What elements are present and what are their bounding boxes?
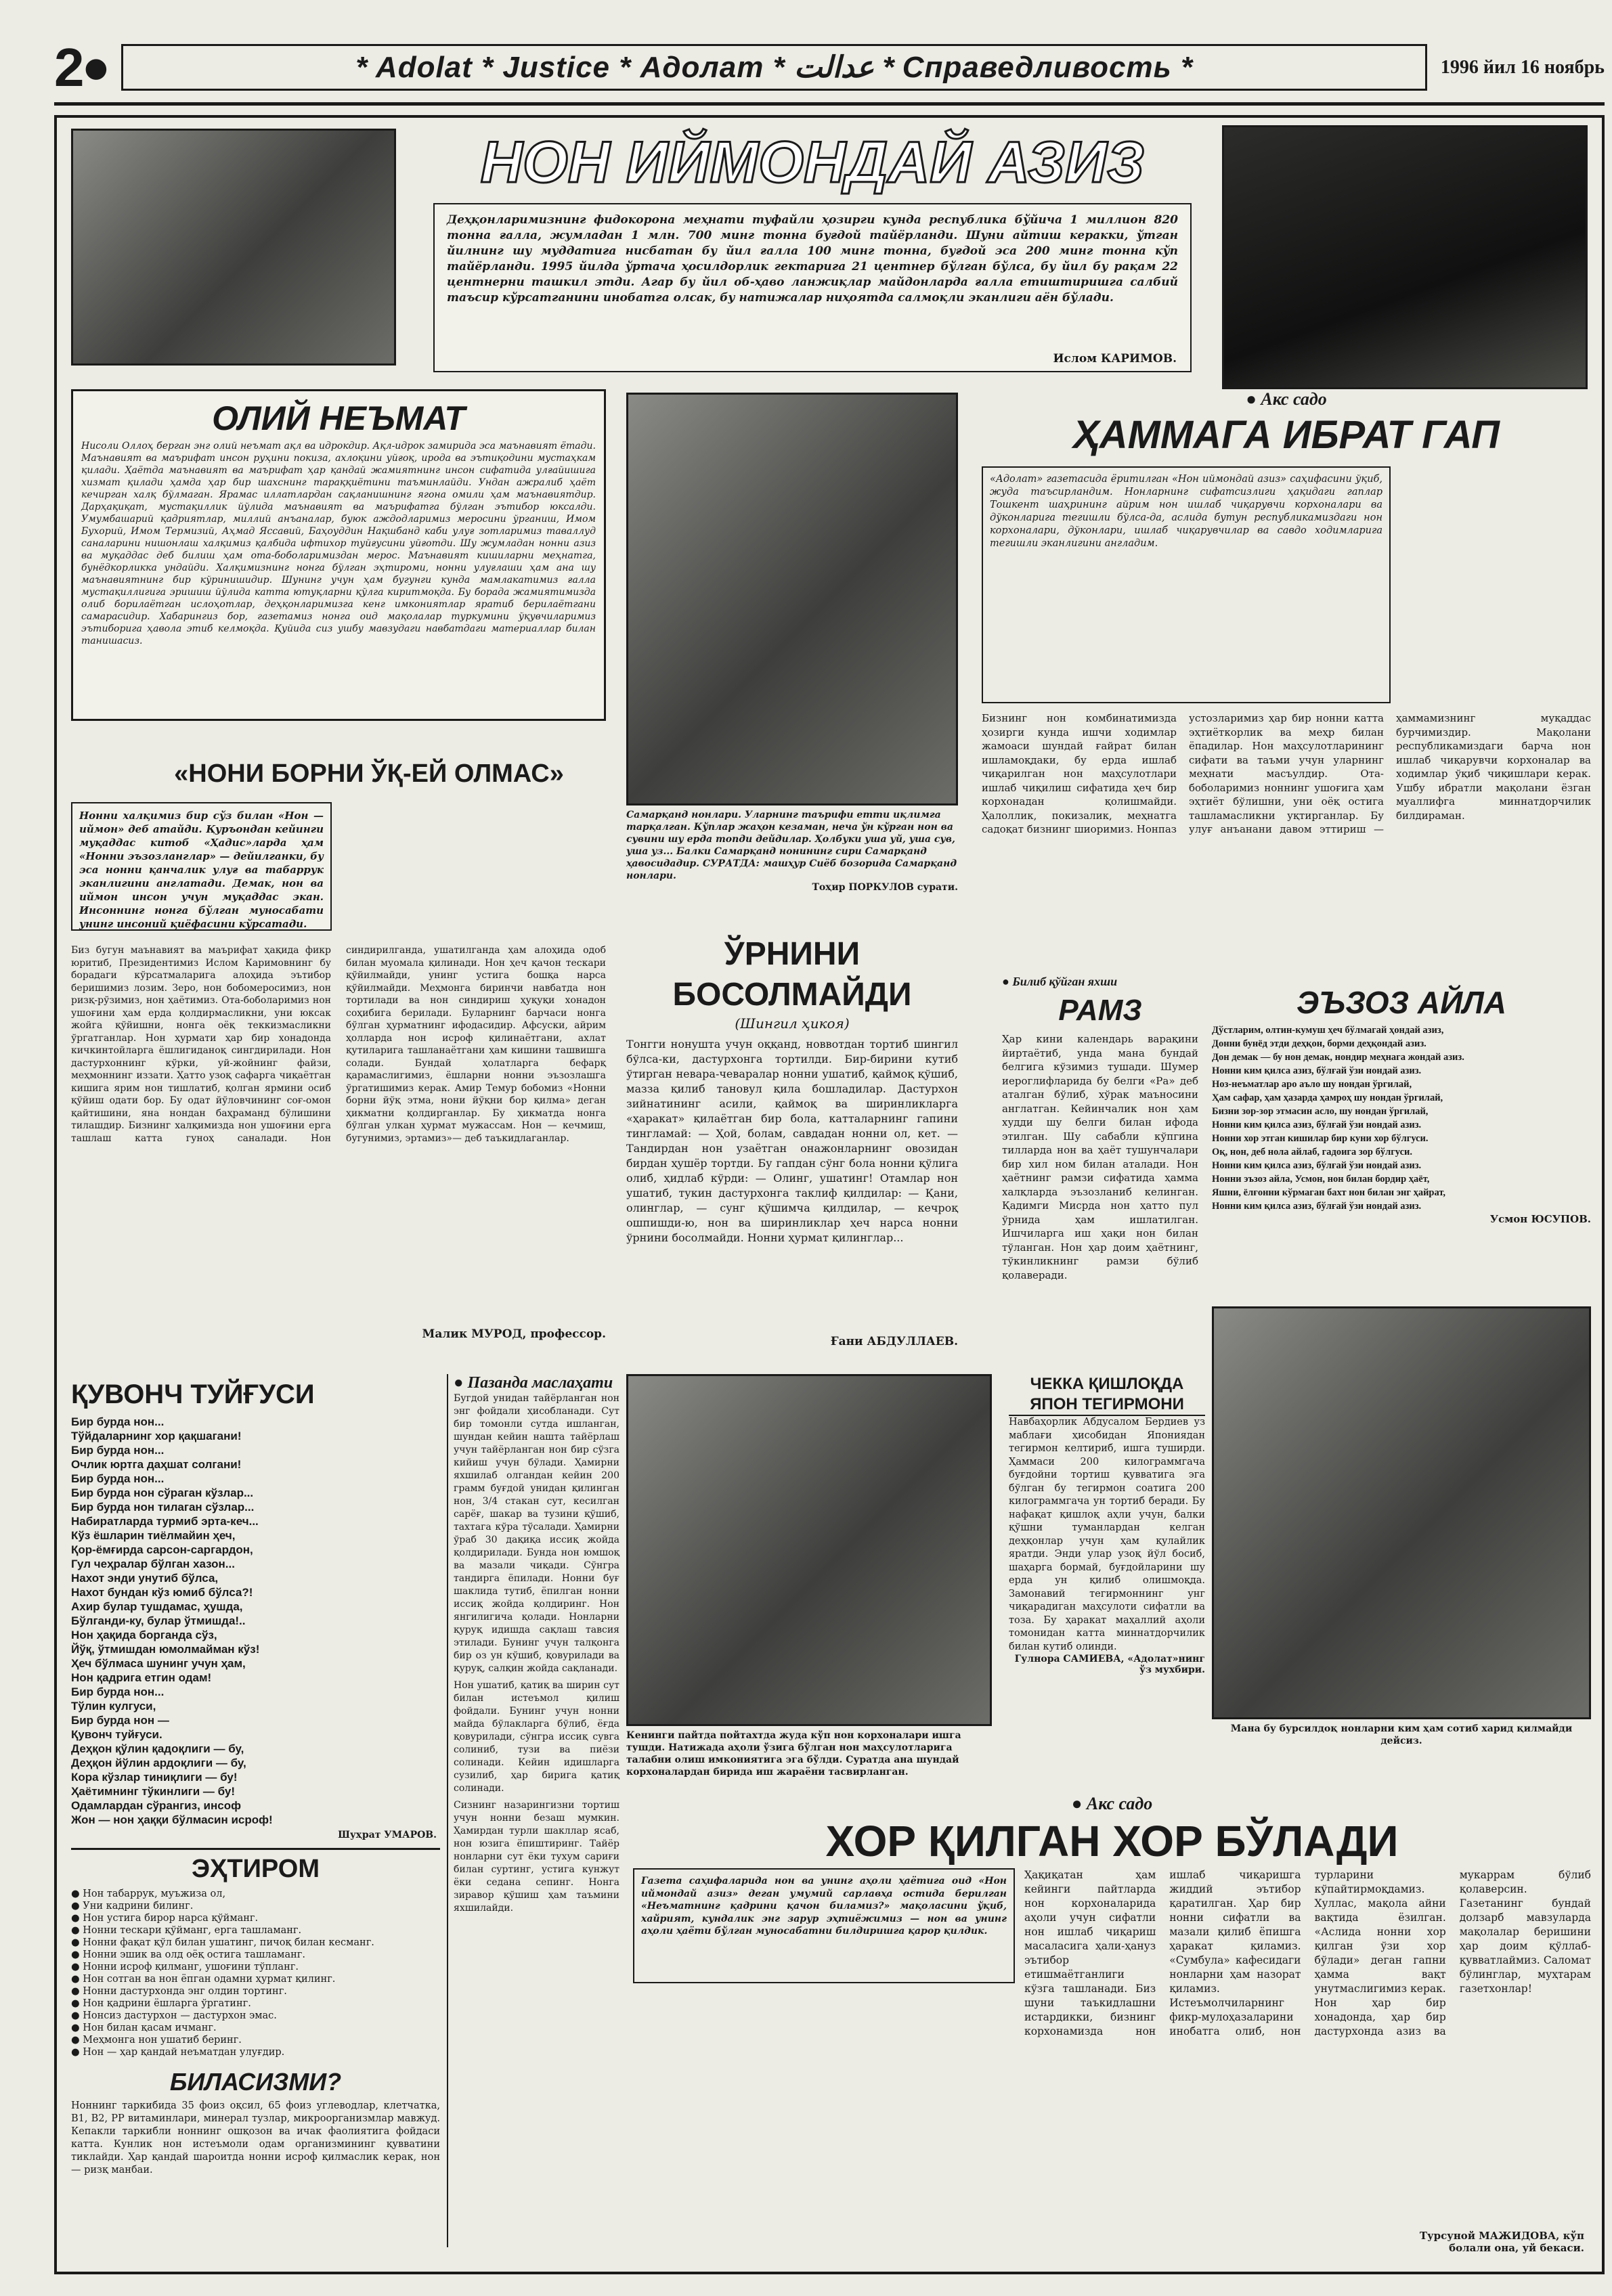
bottom-photo-caption: Кенинги пайтда пойтахтда жуда кўп нон корхоналари ишга тушди. Натижада аҳоли ўзига бўлган нон маҳсулотларига талабни олиш имкониятига эга бўлди. Суратда ана шундай корхоналардан бирида иш жараёни тасвирланган. xyxy=(626,1730,961,1778)
lead-quote-box xyxy=(433,203,1192,372)
poem-line: Бўлганди-ку, булар ўтмишда!.. xyxy=(71,1614,246,1627)
center-photo-credit: Тоҳир ПОРКУЛОВ сурати. xyxy=(812,882,958,893)
bullet-icon: ● xyxy=(84,51,108,83)
ehtirom-section xyxy=(71,1848,440,2058)
ehtirom-list xyxy=(71,1888,440,2058)
poem-line: Нонни ким қилса азиз, бўлғай ўзи нондай азиз. xyxy=(1212,1201,1422,1212)
masthead-title: * Adolat * Justice * Адолат * عدالت * Справедливость * xyxy=(121,44,1426,91)
poem-line: Нонни ким қилса азиз, бўлғай ўзи нондай азиз. xyxy=(1212,1065,1422,1076)
poem-line: Нахот энди унутиб бўлса, xyxy=(71,1572,219,1585)
urnini-author: Ғани АБДУЛЛАЕВ. xyxy=(830,1335,958,1348)
noni-borni-body xyxy=(71,944,606,1371)
pazanda-section xyxy=(447,1374,619,2247)
quvonch-poem xyxy=(71,1415,437,1827)
right-photo-caption: Мана бу бурсилдоқ нонларни ким ҳам сотиб харид қилмайди дейсиз. xyxy=(1230,1723,1573,1746)
poem-line: Бир бурда нон... xyxy=(71,1444,165,1457)
hor-kicker: ● Акс садо xyxy=(1071,1794,1153,1813)
poem-line: Ҳам сафар, ҳам ҳазарда ҳамроҳ шу нондан ўргилай, xyxy=(1212,1092,1443,1103)
noni-borni-intro: Нонни халқимиз бир сўз билан «Нон — иймон» деб атайди. Қуръондан кейинги муқаддас китоб «Ҳадис»ларда ҳам «Нонни эъзозланглар» — дейилганки, бу эса нонни қанчалик улуғ ва табаррук эканлигини англатади. Демак, нон ва иймон инсон учун муқаддас экан. Инсоннинг нонга бўлган муносабати унинг инсоний қиёфасини кўрсатади. xyxy=(79,810,324,930)
poem-line: Деҳқон йўлин ардоқлиги — бу, xyxy=(71,1757,246,1769)
poem-line: Гул чеҳралар бўлган хазон... xyxy=(71,1558,235,1570)
ezoz-headline: ЭЪЗОЗ АЙЛА xyxy=(1296,985,1506,1020)
chekka-author: Гулнора САМИЕВА, «Адолат»нинг ўз мухбири. xyxy=(1014,1654,1205,1675)
pazanda-text3: Сизнинг назарингизни тортиш учун нонни безаш мумкин. Ҳамирдан турли шакллар ясаб, нон юзига ёпиштиринг. Тайёр нонларни сут ёки тухум сариғи билан суртинг, устига кунжут ёки седана сепинг. Нонга зиравор қўшиш ҳам таъмини яхшилайди. xyxy=(454,1800,619,1914)
poem-line: Нон ҳақида борганда сўз, xyxy=(71,1629,217,1641)
noni-borni-text: Биз бугун маънавият ва маърифат ҳақида фикр юритиб, Президентимиз Ислом Каримовнинг бу борадаги кўрсатмаларига алоҳида эътибор беришимиз лозим. Зеро, нон бобомеросимиз, нон ризқ-рўзимиз, нон ҳаётимиз. Ота-боболаримиз нон ушоғини ҳам ерда қолдирмасликни, уни юксак жойга қўйишни, нонга оёқ теккизмасликни ўргатганлар. Нон ҳурмати ҳар бир хонадонда кичкинтойларга ёшлигиданоқ сингдирилади. Нон дастурхоннинг кўрки, уй-жойнинг файзи, меҳмоннинг иззати. Ҳатто узоқ сафарга чиқаётган кишига ярим нон тишлатиб, қолган ярмини осиб қўйиш одати бор. Бу одат йўловчининг соғ-омон қайтишини, яна нондан баҳраманд бўлишини тилашдир. Бизнинг халқимизда нон ушоғини ерга ташлаш катта гуноҳ саналади. Нон синдирилганда, ушатилганда ҳам алоҳида одоб билан муомала қилинади. Нон ҳеч қачон тескари қўйилмайди, унинг устига бошқа нарса қўйилмайди. Меҳмонга биринчи навбатда нон тортилади ва нон синдириш ҳуқуқи хонадон соҳибига берилади. Буларнинг барчаси нонга бўлган ҳурматнинг ифодасидир. Афсуски, айрим ҳолларда нон исроф қилинаётгани, ахлат қутиларига ташланаётгани ҳам кишини ташвишга солади. Бундай ҳолатларга бефарқ қарамаслигимиз, ёшларни нонни эъзозлашга ўргатишимиз керак. Амир Темур бобомиз «Нонни борни йўқ этма, нони йўқни бор қилма» деган ҳикматни қолдирганлар. Бу ҳикматда нонга бўлган улкан ҳурмат мужассам. Нон — кечмиш, бугунимиз, эртамиз»— деб таъкидлаганлар. xyxy=(71,945,606,1144)
chekka-text: Навбаҳорлик Абдусалом Бердиев уз маблағи ҳисобидан Япониядан тегирмон келтириб, ишга туширди. Ҳаммаси 200 килограммгача буғдойни тортиш қувватига эга бўлган бу тегирмон соатига 200 килограммгача ун тортиб беради. Бу нафақат қишлоқ аҳли учун, балки қўшни туманлардан келган деҳқонлар учун ҳам қулайлик яратди. Энди улар узоқ йўл босиб, шаҳарга бормай, буғдойларини шу ерда ун қилиб олишмоқда. Замонавий тегирмоннинг унг чиқарадиган маҳсулоти сифатли ва тоза. Бу ҳаракат маҳаллий аҳоли томонидан катта миннатдорчилик билан кутиб олинди. xyxy=(1009,1417,1205,1652)
ezoz-section xyxy=(1212,981,1591,1279)
poem-line: Кора кўзлар тиниқлиги — бу! xyxy=(71,1771,238,1784)
pazanda-text2: Нон ушатиб, қатиқ ва ширин сут билан истеъмол қилиш фойдали. Бунинг учун нонни майда бўлакларга бўлиб, ёғда қовурилади, сўнгра иссиқ сувга солиниб, тузи ва пиёзи солинади. Кейин идишларга сузилиб, ҳар бирига қатиқ солинади. xyxy=(454,1680,619,1794)
hammaga-intro-box xyxy=(982,466,1391,703)
masthead xyxy=(54,32,1605,106)
noni-borni-headline: «НОНИ БОРНИ ЎҚ-ЕЙ ОЛМАС» xyxy=(174,759,564,788)
list-item: ● Нон устига бирор нарса қўйманг. xyxy=(71,1913,259,1924)
bottom-photo xyxy=(626,1374,992,1726)
poem-line: Дўстларим, олтин-кумуш ҳеч бўлмагай ҳондай азиз, xyxy=(1212,1025,1444,1036)
list-item: ● Нонни эшик ва олд оёқ остига ташламанг. xyxy=(71,1949,305,1960)
center-photo-caption: Самарқанд нонлари. Уларнинг таърифи етти иқлимга тарқалган. Кўплар жаҳон кезаман, неча ўн кўрган нон ва сувини шу ерда топди дейдилар. Ҳолбуки уша уй, уша сув, уша уз... Балки Самарқанд нонининг сири Самарқанд ҳавосидадир. СУРАТДА: машҳур Сиёб бозорида Самарқанд нонлари. xyxy=(626,810,957,881)
hor-section xyxy=(633,1794,1591,2254)
poem-line: Бир бурда нон — xyxy=(71,1714,169,1727)
list-item: ● Нон сотган ва нон ёпган одамни ҳурмат қилинг. xyxy=(71,1974,336,1985)
hor-intro: Газета саҳифаларида нон ва унинг аҳоли ҳаётига оид «Нон иймондай азиз» деган умумий сарлавҳа остида берилган «Неъматнинг қадрини қачон биламиз?» мақоласини ўқиб, хайрият, кундалик энг зарур эҳтиёжимиз — нон ва унинг аҳоли ҳаёти бўлган муносабатни билдиришга қарор қилдик. xyxy=(641,1876,1007,1937)
poem-line: Кўз ёшларин тиёлмайин ҳеч, xyxy=(71,1529,236,1542)
center-photo xyxy=(626,393,958,805)
lead-author: Ислом КАРИМОВ. xyxy=(1053,352,1177,366)
list-item: ● Нонни тескари қўйманг, ерга ташламанг. xyxy=(71,1925,302,1936)
poem-line: Бир бурда нон... xyxy=(71,1415,165,1428)
poem-line: Нонни эъзоз айла, Усмон, нон билан бордир ҳаёт, xyxy=(1212,1174,1430,1185)
poem-line: Нонни хор этган кишилар бир куни хор бўлгуси. xyxy=(1212,1133,1429,1144)
bilasizmi-headline: БИЛАСИЗМИ? xyxy=(169,2068,342,2096)
hor-headline: ХОР ҚИЛГАН ХОР БЎЛАДИ xyxy=(825,1817,1399,1866)
list-item: ● Уни кадрини билинг. xyxy=(71,1901,194,1912)
poem-line: Бир бурда нон... xyxy=(71,1472,165,1485)
noni-borni-intro-box xyxy=(71,802,332,931)
noni-borni-author: Малик МУРОД, профессор. xyxy=(422,1327,606,1341)
urnini-headline: ЎРНИНИ БОСОЛМАЙДИ xyxy=(672,936,912,1013)
poem-line: Нонни ким қилса азиз, бўлғай ўзи нондай азиз. xyxy=(1212,1120,1422,1130)
poem-line: Бизни зор-зор этмасин асло, шу нондан ўргилай, xyxy=(1212,1106,1429,1117)
poem-line: Жон — нон ҳаққи бўлмасин исроф! xyxy=(71,1813,273,1826)
poem-line: Тўлин кулгуси, xyxy=(71,1700,156,1713)
poem-line: Бир бурда нон сўраган кўзлар... xyxy=(71,1486,254,1499)
list-item: ● Нон табаррук, муъжиза ол, xyxy=(71,1889,226,1899)
poem-line: Ҳеч бўлмаса шунинг учун ҳам, xyxy=(71,1657,246,1670)
poem-line: Йўқ, ўтмишдан юмолмайман кўз! xyxy=(71,1643,260,1656)
center-photo-caption-box xyxy=(626,809,958,917)
hammaga-intro: «Адолат» газетасида ёритилган «Нон иймондай азиз» саҳифасини ўқиб, жуда таъсирландим. Нонларнинг сифатсизлиги ҳақидаги гаплар Тошкент шаҳрининг айрим нон ишлаб чиқарувчи корхоналари ва дўконларига тегишли бўлса-да, аслида бутун республикамиздаги нон корхоналари, дўконлари, ишлаб чиқарувчилар ва савдо ходимларига тегишли эканлигини англадим. xyxy=(990,474,1382,549)
poem-line: Набиратларда турмиб эрта-кеч... xyxy=(71,1515,259,1528)
poem-line: Донни бунёд этди деҳқон, борми деҳқондай азиз. xyxy=(1212,1038,1426,1049)
lead-quote: Деҳқонларимизнинг фидокорона меҳнати туфайли ҳозирги кунда республика бўйича 1 миллион 820 тонна ғалла, жумладан 1 млн. 700 минг тонна буғдой тайёрланди. Шуни айтиш керакки, ўтган йилнинг шу муддатига нисбатан бу йил ғалла 100 минг тонна, буғдой эса 200 минг тонна кўп тайёрланди. 1995 йилда ўртача ҳосилдорлик гектарига 21 центнер бўлган бўлса, бу йил бу рақам 22 центнерни ташкил этди. Агар бу йил об-ҳаво ланжиқлар майдонларда ғалла етиштиришга салбий таъсир кўрсатганини инобатга олсак, бу натижалар ниҳоятда салмоқли эканлиги аён бўлади. xyxy=(447,213,1178,305)
chekka-section xyxy=(1009,1374,1205,1780)
urnini-section xyxy=(626,934,958,1367)
oliy-section xyxy=(71,389,606,721)
ramz-kicker: ● Билиб қўйган яхши xyxy=(1002,975,1118,988)
hor-text: Ҳақиқатан ҳам кейинги пайтларда нон корхоналарида аҳоли учун сифатли нон ишлаб чиқариш масаласига ҳали-ҳануз эътибор етишмаётганлиги кўзга ташланади. Биз шуни таъкидлашни истардикки, бизнинг корхонамизда нон ишлаб чиқаришга жиддий эътибор қаратилган. Ҳар бир нонни сифатли ва мазали қилиб ёпишга ҳаракат қиламиз. «Сумбула» кафесидаги нонларни ҳам назорат қиламиз. Истеъмолчиларнинг фикр-мулоҳазаларини инобатга олиб, нон турларини кўпайтирмоқдамиз. Хуллас, мақола айни вақтида ёзилган. «Аслида нонни хор қилган ўзи хор бўлади» деган гапни ҳамма вақт унутмаслигимиз керак. Нон ҳар бир хонадонда, ҳар бир дастурхонда азиз ва мукаррам бўлиб қолаверсин. Газетанинг бундай долзарб мавзуларда мақолалар беришини ҳар доим қўллаб-қувватлаймиз. Саломат бўлинглар, муҳтарам газетхонлар! xyxy=(1024,1869,1591,2037)
poem-line: Қор-ёмғирда сарсон-саргардон, xyxy=(71,1543,253,1556)
poem-line: Тўйдаларнинг хор қақшагани! xyxy=(71,1430,242,1442)
lead-photo-right xyxy=(1222,125,1588,389)
ezoz-author: Усмон ЮСУПОВ. xyxy=(1489,1213,1591,1225)
lead-headline: НОН ИЙМОНДАЙ АЗИЗ xyxy=(480,130,1145,195)
oliy-headline: ОЛИЙ НЕЪМАТ xyxy=(212,399,465,437)
list-item: ● Нонни фақат қўл билан ушатинг, пичоқ билан кесманг. xyxy=(71,1937,374,1948)
poem-line: Одамлардан сўрангиз, инсоф xyxy=(71,1799,241,1812)
ramz-headline: РАМЗ xyxy=(1058,994,1142,1027)
hor-author: Турсуной МАЖИДОВА, кўп болали она, уй бекаси. xyxy=(1419,2230,1584,2254)
page-number: 2 xyxy=(54,37,85,97)
ehtirom-headline: ЭҲТИРОМ xyxy=(71,1848,440,1888)
list-item: ● Нонсиз дастурхон — дастурхон эмас. xyxy=(71,2010,277,2021)
urnini-text: Тонгги нонушта учун оққанд, новвотдан тортиб шингил бўлса-ки, дастурхонга тортилди. Бир-бирини кутиб ўтирган невара-чеваралар нонни ушатиб, қаймоқ қўшиб, мазза қилиб тановул қила бошладилар. Дастурхон зийнатининг асили, қаймоқ ва ширинликларга «ҳаракат» қилаётган бир бола, катталарнинг гапини тингламай: — Ҳой, болам, савдадан нонни ол, кет. — Тандирдан нон узаётган онажонларнинг овозидан бирдан ҳушёр тортди. Бу гапдан сўнг бола нонни қўлига олиб, ҳидлаб кўрди: — Олинг, ушатинг! Отамлар нон ушатиб, тукин дастурхонга таклиф қилдилар: — Қани, олинглар, — сунг қўшимча қилдилар, — кечроқ ошпишди-ю, нон ва ширинликлар ҳеч нарса нонни ўрнини босолмайди. Нонни ҳурмат қилинглар... xyxy=(626,1038,958,1244)
poem-line: Нахот бундан кўз юмиб бўлса?! xyxy=(71,1586,253,1599)
poem-line: Нон қадрига етгин одам! xyxy=(71,1671,212,1684)
list-item: ● Меҳмонга нон ушатиб беринг. xyxy=(71,2035,242,2046)
poem-line: Нонни ким қилса азиз, бўлғай ўзи нондай азиз. xyxy=(1212,1160,1422,1171)
poem-line: Ҳаётимнинг тўкинлиги — бу! xyxy=(71,1785,236,1798)
lead-photo-left xyxy=(71,129,396,366)
pazanda-kicker: ● Пазанда маслаҳати xyxy=(454,1374,613,1392)
right-photo xyxy=(1212,1306,1591,1719)
poem-line: Ахир булар тушдамас, ҳушда, xyxy=(71,1600,243,1613)
poem-line: Яшни, ёлғонни кўрмаган бахт нон билан энг ҳайрат, xyxy=(1212,1187,1446,1198)
poem-line: Бир бурда нон тилаган сўзлар... xyxy=(71,1501,255,1514)
poem-line: Оқ, нон, деб нола айлаб, гадоига зор бўлгуси. xyxy=(1212,1147,1413,1157)
list-item: ● Нонни исроф қилманг, ушоғини тўпланг. xyxy=(71,1962,299,1972)
list-item: ● Нон билан қасам ичманг. xyxy=(71,2023,217,2033)
list-item: ● Нонни дастурхонда энг олдин тортинг. xyxy=(71,1986,287,1997)
quvonch-author: Шуҳрат УМАРОВ. xyxy=(338,1830,437,1840)
quvonch-headline: ҚУВОНЧ ТУЙҒУСИ xyxy=(71,1379,315,1409)
poem-line: Деҳқон қўлин қадоқлиги — бу, xyxy=(71,1742,244,1755)
bilasizmi-section xyxy=(71,2065,440,2261)
issue-date: 1996 йил 16 ноябрь xyxy=(1440,56,1605,78)
poem-line: Ноз-неъматлар аро аъло шу нондан ўргилай, xyxy=(1212,1079,1412,1090)
urnini-subhead: (Шингил ҳикоя) xyxy=(735,1015,850,1032)
hor-intro-box xyxy=(633,1868,1015,1983)
pazanda-text: Бугдой унидан тайёрланган нон энг фойдали ҳисобланади. Сут бир томонли сутда ишланган, шундан кейин нашта тайёрлаш учун тайёрланган нон бир сўзга кийиш учун бўлади. Ҳамирни яхшилаб олгандан кейин 200 грамм буғдой унидан қилинган нон, 3/4 стакан сут, кесилган сарёғ, шакар ва тузини қўшиб, тахтага кўра тўсалади. Ҳамирни ўраб 30 дақиқа иссиқ жойда қолдирилади. Бунда нон юмшоқ ва мазали чиқади. Сўнгра тандирга ёпилади. Нонни буғ шаклида тутиб, ёпилган нонни иссиқ жойда қолдиринг. Нон янгилигича қолади. Нонларни қуруқ идишда сақлаш тавсия этилади. Бунинг учун талқонга бир оз ун кўшиб, қовурилади ва қуруқ, салқин жойда сақланади. xyxy=(454,1393,619,1674)
bilasizmi-text: Ноннинг таркибида 35 фоиз оқсил, 65 фоиз углеводлар, клетчатка, В1, В2, РР витаминлари, минерал тузлар, микроорганизмлар мавжуд. Кепакли таркибли ноннинг ошқозон ва ичак фаолиятига фойдаси катта. Кунлик нон истеъмоли одам организмининг қувватини тиклайди. Ҳар қандай шароитда нонни исроф қилмаслик керак, нон — ризқ манбаи. xyxy=(71,2100,440,2176)
oliy-text: Нисоли Оллоҳ берган энг олий неъмат ақл ва идрокдир. Ақл-идрок замирида эса маънавият ётади. Маънавият ва маърифат инсон руҳини покиза, ахлоқини уйғоқ, ирода ва эътиқодини мустаҳкам қилади. Ҳаётда маънавият ва маърифат ҳар қандай жамиятнинг инсон сифатида улғайишига хизмат қилади ҳамда ҳар бир шахснинг тараққиётини таъминлайди. Ундан ажралиб ҳаёт кечирган халқ бўлмаган. Ярамас иллатлардан сақланишнинг ягона омили ҳам маънавиятдир. Дарҳақиқат, мустақиллик йўлида маънавият ва маърифатга бўлган эътибор юксалди. Умумбашарий қадриятлар, миллий анъаналар, буюк аждодларимиз меросини ўрганиш, Имом Бухорий, Имом Термизий, Аҳмад Яссавий, Баҳоуддин Нақшбанд каби улуғ зотларимиз таваллуд саналарини нишонлаш халқимиз қалбида ифтихор туйғусини уйғотди. Шу жумладан нонни азиз ва муқаддас деб билиш ҳам ота-боболаримиздан мерос. Маънавият кишиларни меҳнатга, бунёдкорликка ундайди. Халқимизнинг нонга бўлган эҳтироми, нонни улуғлаши ҳам ана шу маънавиятнинг бир кўринишидир. Шунинг учун ҳам бугунги кунда мамлакатимиз ғалла мустақиллигига эришиш йўлида катта ютуқларни қўлга киритмоқда. Бу борада жамиятимизда олиб борилаётган ислоҳотлар, деҳқонларимизга кенг имкониятлар яратиб берилаётгани самарасидир. Хабарингиз бор, газетамиз нонга оид мақолалар туркумини ўқувчиларимиз эътиборига ҳавола этиб келмоқда. Қуйида сиз ушбу мавзудаги навбатдаги материаллар билан танишасиз. xyxy=(81,441,596,646)
ezoz-poem xyxy=(1212,1023,1591,1213)
list-item: ● Нон — ҳар қандай неъматдан улуғдир. xyxy=(71,2047,285,2058)
poem-line: Очлик юртга даҳшат солгани! xyxy=(71,1458,242,1471)
hammaga-text: Бизнинг нон комбинатимизда ҳозирги кунда ишчи ходимлар жамоаси шундай ғайрат билан ишламоқдаки, бу ерда ишлаб чиқарилган нон маҳсулотлари ишлаб чиқилиш сифатида ҳеч бир корхонадан қолишмайди. Ҳалоллик, покизалик, меҳнатга садоқат бизнинг шиоримиз. Нонпаз устозларимиз ҳар бир нонни катта эҳтиёткорлик ва меҳр билан ёпадилар. Нон маҳсулотларининг сифати ва таъми учун уларнинг меҳнати масъулдир. Ота-боболаримиз ноннинг ушоғига ҳам эҳтиёт бўлишни, уни оёқ остига ташламасликни уқтирганлар. Бу улуғ анъанани давом эттириш — ҳаммамизнинг муқаддас бурчимиздир. Мақолани республикамиздаги барча нон ишлаб чиқарувчи корхоналар ва ходимлар ўқиб чиқишлари керак. Ушбу ибратли мақолани ёзган муаллифга миннатдорчилик билдираман. xyxy=(982,712,1591,835)
poem-line: Дон демак — бу нон демак, нондир меҳнага жондай азиз. xyxy=(1212,1052,1464,1063)
poem-line: Бир бурда нон... xyxy=(71,1685,165,1698)
hammaga-kicker: ● Акс садо xyxy=(1246,389,1327,409)
chekka-headline: ЧЕККА ҚИШЛОҚДА ЯПОН ТЕГИРМОНИ xyxy=(1009,1374,1205,1416)
hammaga-headline: ҲАММАГА ИБРАТ ГАП xyxy=(1073,413,1500,457)
ramz-text: Ҳар кини календарь варақини йиртаётиб, унда мана бундай белгига кўзимиз тушади. Шумер иероглифларида бу белги «Ра» деб аталган бўлиб, хўрак маъносини англатган. Кейинчалик нон ҳам худди шу белги билан ифода этилган. Шу сабабли кўпгина тилларда нон ва ҳаёт тушунчалари бир хил ном билан аталади. Нон ҳаётнинг рамзи сифатида ҳамма халқларда эъзозланиб келинган. Қадимги Мисрда нон ҳатто пул ўрнида ҳам ишлатилган. Ишчиларга иш ҳақи нон билан тўланган. Нон ҳар доим ҳаётнинг, тўкинликнинг рамзи бўлиб қолаверади. xyxy=(1002,1033,1198,1281)
list-item: ● Нон қадрини ёшларга ўргатинг. xyxy=(71,1998,251,2009)
quvonch-section xyxy=(71,1374,437,1841)
poem-line: Қувонч туйғуси. xyxy=(71,1728,162,1741)
